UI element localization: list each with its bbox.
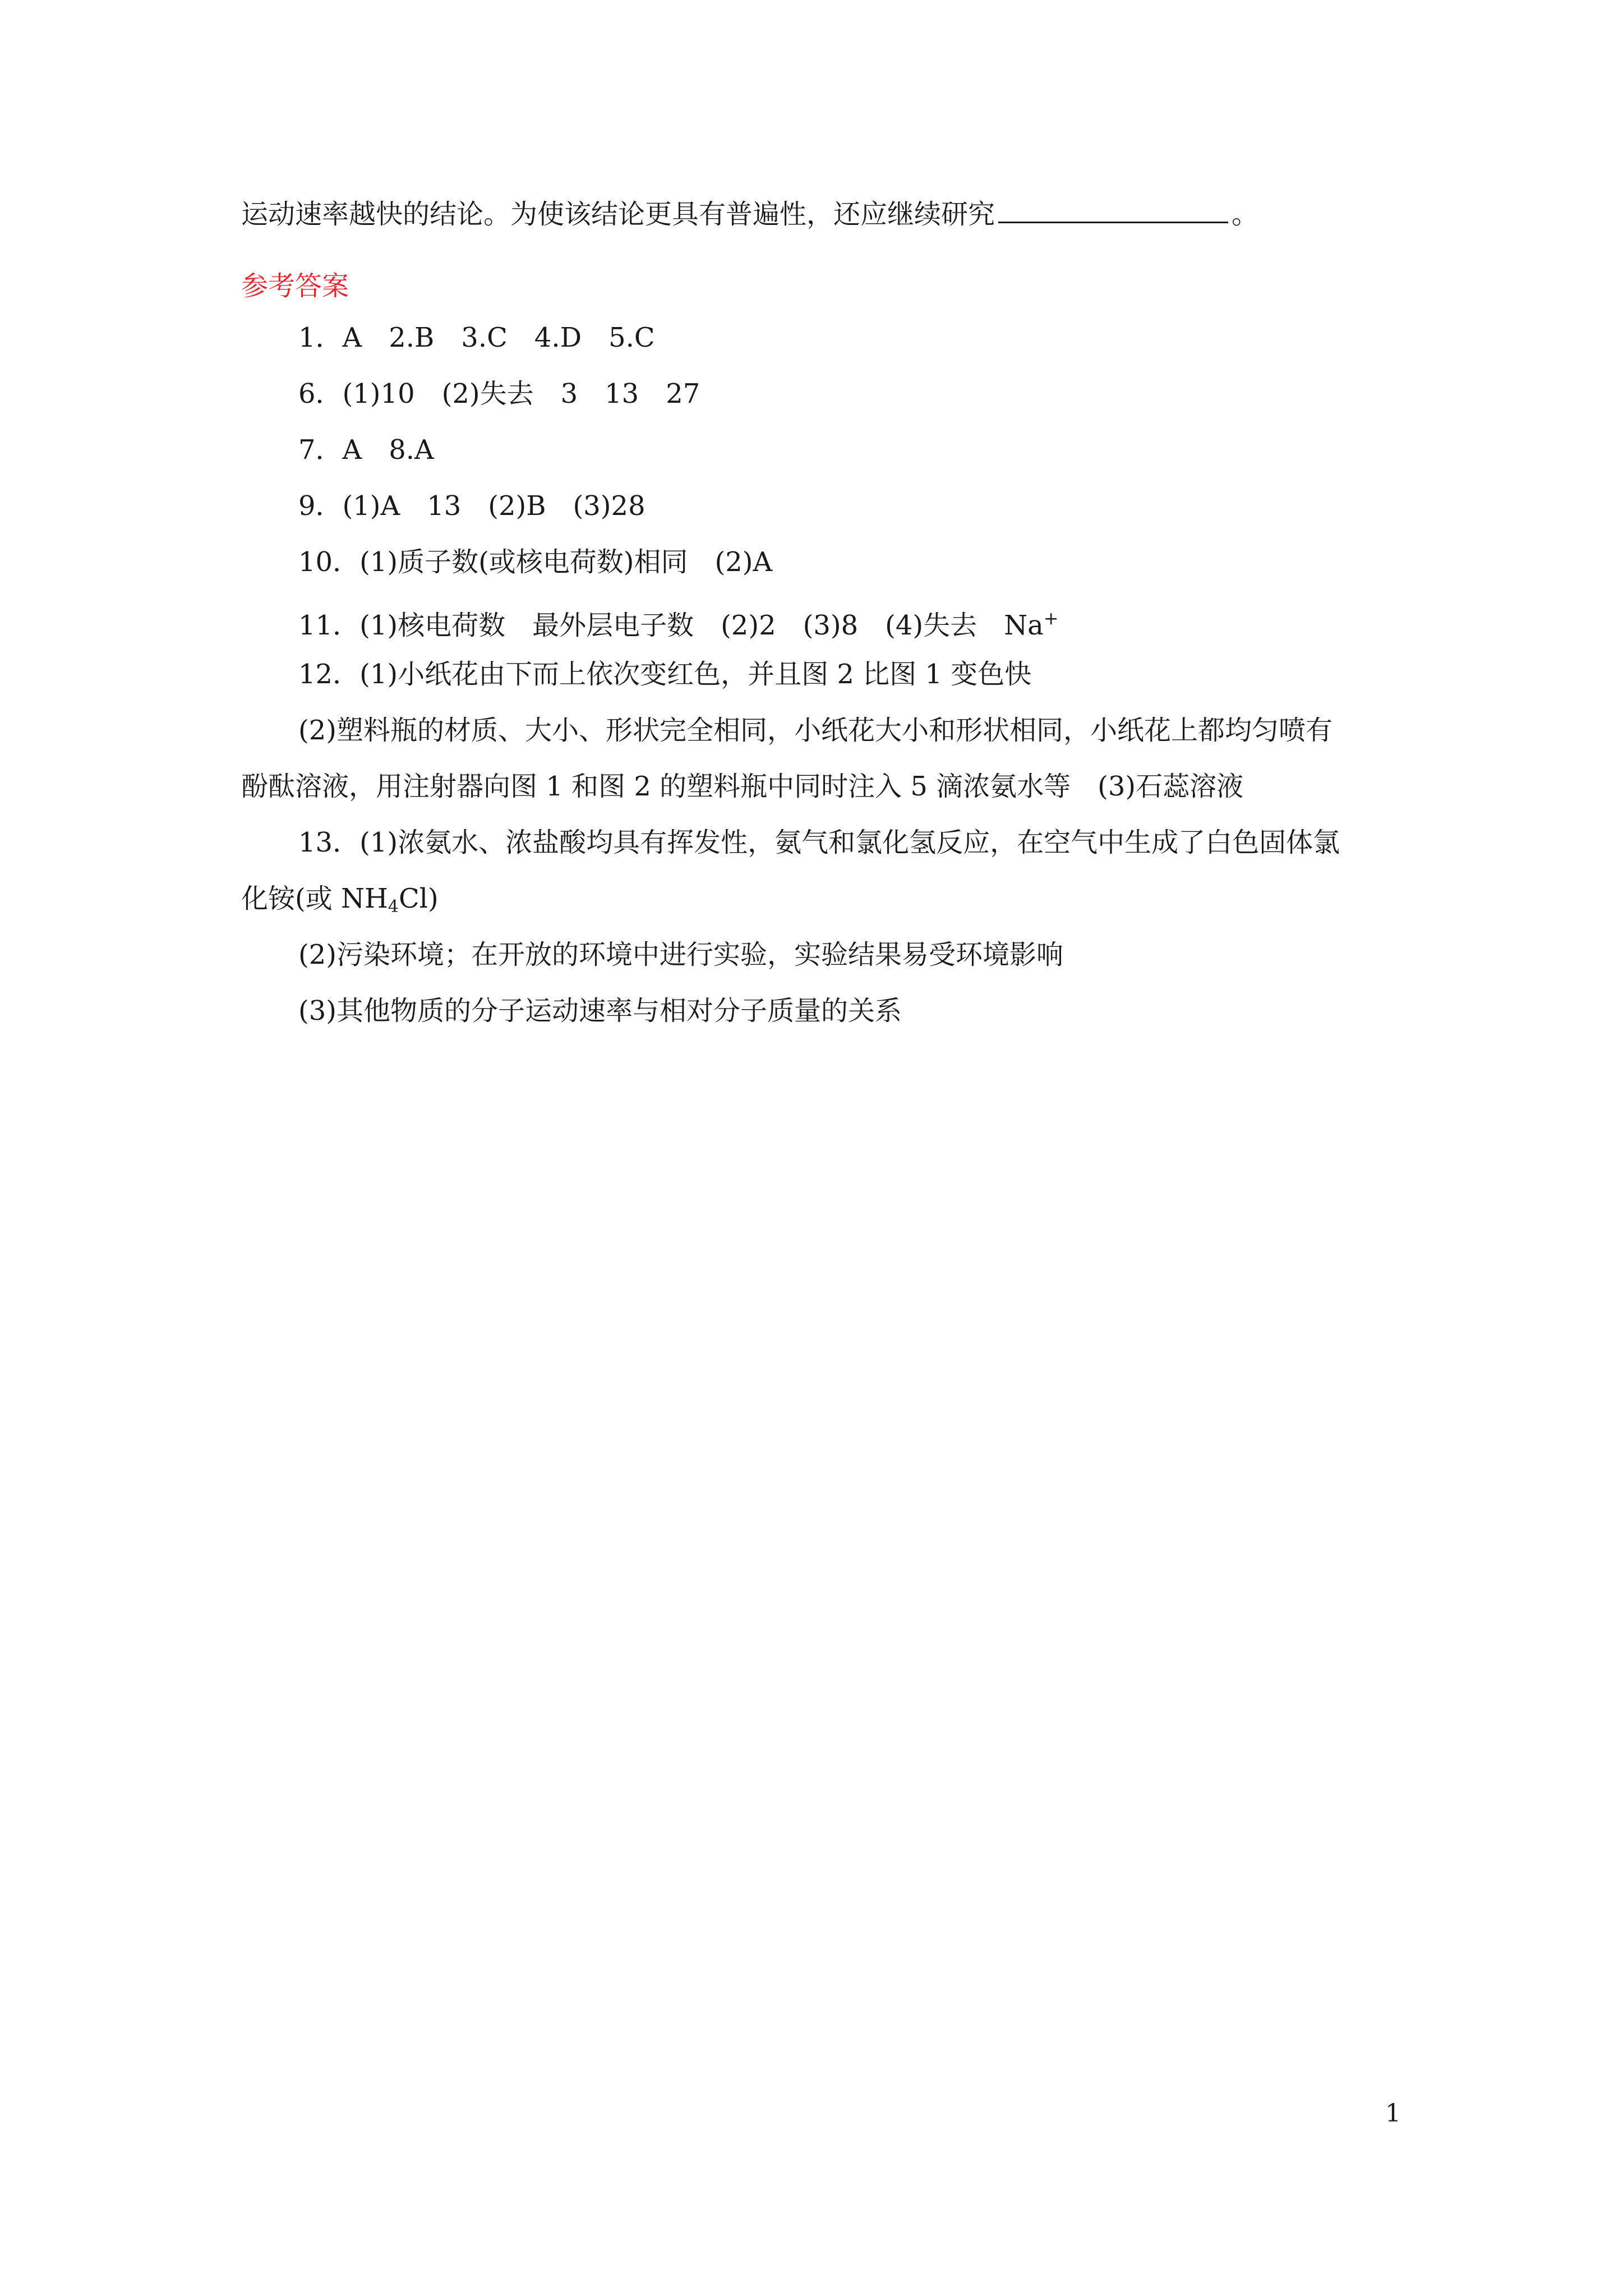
- question-tail-text: 运动速率越快的结论。为使该结论更具有普遍性，还应继续研究: [241, 199, 995, 230]
- answer-7-8: 7．A 8.A: [298, 434, 434, 466]
- answer-12-part-2-line-1: (2)塑料瓶的材质、大小、形状完全相同，小纸花大小和形状相同，小纸花上都均匀喷有: [298, 715, 1332, 746]
- question-tail-line: [241, 197, 1258, 231]
- answer-10: 10．(1)质子数(或核电荷数)相同 (2)A: [298, 546, 773, 578]
- answer-13-part-2: (2)污染环境；在开放的环境中进行实验，实验结果易受环境影响: [298, 939, 1063, 970]
- answer-13-part-1-line-2: [241, 882, 439, 924]
- answer-1-5: 1．A 2.B 3.C 4.D 5.C: [298, 322, 655, 353]
- answer-9: 9．(1)A 13 (2)B (3)28: [298, 490, 645, 522]
- answer-12-part-2-line-2: 酚酞溶液，用注射器向图 1 和图 2 的塑料瓶中同时注入 5 滴浓氨水等 (3)石蕊溶液: [241, 771, 1244, 802]
- question-tail-period: 。: [1232, 199, 1259, 230]
- answer-13-part-1-line-1: 13．(1)浓氨水、浓盐酸均具有挥发性，氨气和氯化氢反应，在空气中生成了白色固体氯: [298, 827, 1340, 858]
- page-number: 1: [1385, 2099, 1401, 2128]
- answer-12-part-1: 12．(1)小纸花由下而上依次变红色，并且图 2 比图 1 变色快: [298, 659, 1032, 690]
- answer-13-part-3: (3)其他物质的分子运动速率与相对分子质量的关系: [298, 995, 902, 1027]
- answer-11-superscript: +: [1043, 608, 1059, 629]
- answers-heading: 参考答案: [241, 270, 349, 302]
- answer-blank: [998, 198, 1228, 223]
- answer-13-formula-prefix: 化铵(或 NH: [241, 883, 388, 914]
- answer-11: [298, 601, 1059, 642]
- answer-6: 6．(1)10 (2)失去 3 13 27: [298, 378, 700, 409]
- answer-13-formula-suffix: Cl): [398, 883, 439, 914]
- answer-11-text: 11．(1)核电荷数 最外层电子数 (2)2 (3)8 (4)失去 Na: [298, 610, 1044, 641]
- answer-13-formula-subscript: 4: [388, 897, 399, 917]
